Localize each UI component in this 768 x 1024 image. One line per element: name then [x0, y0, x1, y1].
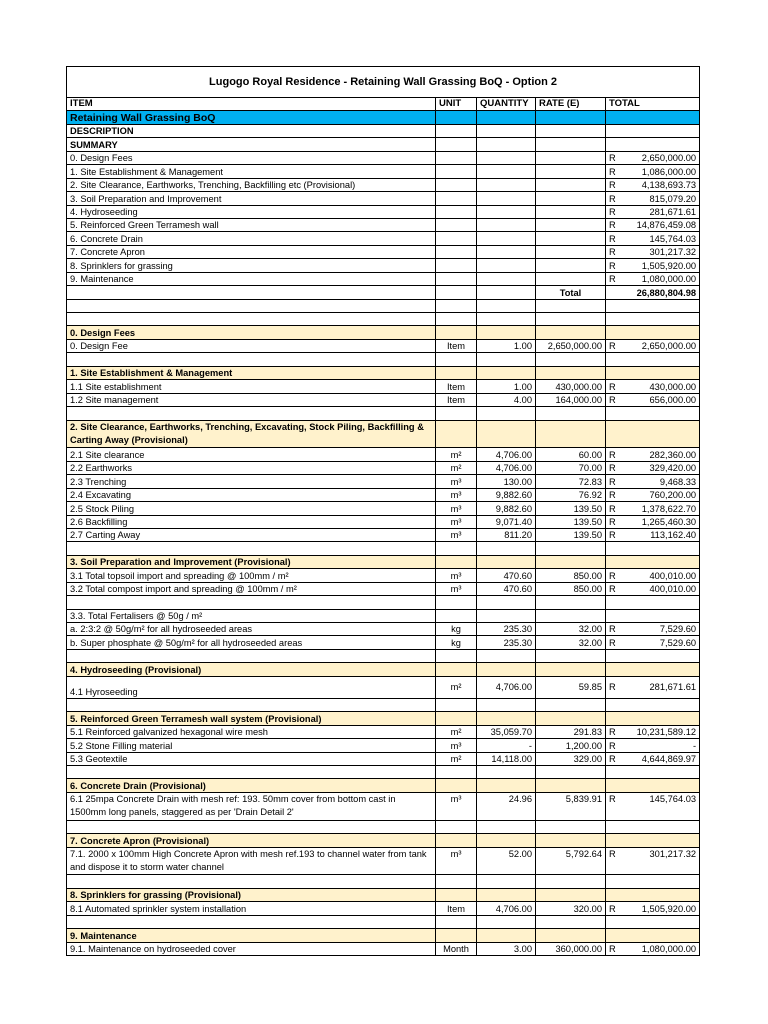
total-value: 400,010.00 — [649, 570, 697, 581]
section-title: 6. Concrete Drain (Provisional) — [67, 779, 436, 792]
line-item-quantity: 130.00 — [477, 475, 536, 488]
line-item-quantity: 9,882.60 — [477, 488, 536, 501]
line-item-rate: 139.50 — [536, 515, 606, 528]
total-cell — [606, 609, 700, 622]
summary-label: SUMMARY — [67, 138, 436, 151]
spacer-row — [67, 353, 700, 366]
line-item-row — [67, 739, 700, 752]
line-item-quantity: 14,118.00 — [477, 752, 536, 765]
total-cell — [606, 178, 700, 191]
line-item-quantity: 9,071.40 — [477, 515, 536, 528]
currency-symbol: R — [609, 381, 616, 392]
line-item-unit: m³ — [436, 739, 477, 752]
currency-symbol: R — [609, 274, 616, 285]
line-item-rate: 1,200.00 — [536, 739, 606, 752]
line-item-row — [67, 582, 700, 595]
line-item-unit: m² — [436, 725, 477, 738]
spacer-row — [67, 875, 700, 888]
line-item-unit — [436, 596, 477, 609]
total-value: 1,086,000.00 — [641, 166, 697, 177]
summary-line — [67, 259, 700, 272]
total-value: 301,217.32 — [649, 247, 697, 258]
line-item-quantity: 811.20 — [477, 528, 536, 541]
total-cell — [606, 232, 700, 245]
line-item-row — [67, 461, 700, 474]
total-cell — [606, 245, 700, 258]
line-item-unit: m³ — [436, 515, 477, 528]
currency-symbol: R — [609, 153, 616, 164]
summary-item: 7. Concrete Apron — [67, 245, 436, 258]
total-cell — [606, 461, 700, 474]
summary-item: 4. Hydroseeding — [67, 205, 436, 218]
line-item-rate: 59.85 — [536, 676, 606, 698]
spacer-row — [67, 313, 700, 326]
line-item-unit: Item — [436, 380, 477, 393]
total-value: 1,080,000.00 — [641, 943, 697, 954]
section-header-row — [67, 366, 700, 379]
line-item-description — [67, 596, 436, 609]
total-cell — [606, 725, 700, 738]
line-item-quantity: 4,706.00 — [477, 461, 536, 474]
currency-symbol: R — [609, 530, 616, 541]
total-cell — [606, 676, 700, 698]
total-value: 329,420.00 — [649, 463, 697, 474]
section-header-row — [67, 326, 700, 339]
total-value: 400,010.00 — [649, 584, 697, 595]
line-item-description: 6.1 25mpa Concrete Drain with mesh ref: 193. 50mm cover from bottom cast in 1500mm long panels, staggered as per 'Drain Detail 2' — [67, 792, 436, 820]
total-value: 430,000.00 — [649, 381, 697, 392]
summary-line — [67, 205, 700, 218]
line-item-description: 2.1 Site clearance — [67, 448, 436, 461]
total-cell — [606, 847, 700, 875]
line-item-quantity: 4,706.00 — [477, 676, 536, 698]
line-item-description: 4.1 Hyroseeding — [67, 676, 436, 698]
section-header-row — [67, 555, 700, 568]
line-item-row — [67, 488, 700, 501]
currency-symbol: R — [609, 206, 616, 217]
line-item-description: 1.1 Site establishment — [67, 380, 436, 393]
line-item-row — [67, 502, 700, 515]
line-item-rate: 329.00 — [536, 752, 606, 765]
total-cell — [606, 515, 700, 528]
boq-table — [66, 66, 700, 956]
line-item-unit: Month — [436, 942, 477, 955]
line-item-rate: 850.00 — [536, 569, 606, 582]
total-cell — [606, 623, 700, 636]
line-item-quantity: 4.00 — [477, 393, 536, 406]
line-item-unit: kg — [436, 636, 477, 649]
line-item-description: 3.2 Total compost import and spreading @ 100mm / m² — [67, 582, 436, 595]
summary-item: 1. Site Establishment & Management — [67, 165, 436, 178]
line-item-description: 5.2 Stone Filling material — [67, 739, 436, 752]
total-value: 281,671.61 — [649, 206, 697, 217]
line-item-unit: m³ — [436, 475, 477, 488]
line-item-description: 3.1 Total topsoil import and spreading @ 100mm / m² — [67, 569, 436, 582]
line-item-row — [67, 515, 700, 528]
line-item-row — [67, 339, 700, 352]
summary-item: 6. Concrete Drain — [67, 232, 436, 245]
line-item-description: 8.1 Automated sprinkler system installation — [67, 902, 436, 915]
total-value: 815,079.20 — [649, 193, 697, 204]
line-item-rate: 139.50 — [536, 528, 606, 541]
line-item-rate: 70.00 — [536, 461, 606, 474]
line-item-unit: m³ — [436, 569, 477, 582]
currency-symbol: R — [609, 341, 616, 352]
line-item-row — [67, 792, 700, 820]
line-item-description: 5.1 Reinforced galvanized hexagonal wire mesh — [67, 725, 436, 738]
currency-symbol: R — [609, 503, 616, 514]
section-title: 3. Soil Preparation and Improvement (Provisional) — [67, 555, 436, 568]
section-title: 2. Site Clearance, Earthworks, Trenching, Excavating, Stock Piling, Backfilling & Carting Away (Provisional) — [67, 420, 436, 448]
total-cell — [606, 902, 700, 915]
currency-symbol: R — [609, 570, 616, 581]
header-item: ITEM — [67, 98, 436, 111]
header-row — [67, 98, 700, 111]
line-item-row — [67, 448, 700, 461]
line-item-quantity: 470.60 — [477, 569, 536, 582]
currency-symbol: R — [609, 682, 616, 693]
spacer-row — [67, 765, 700, 778]
sheet-title: Lugogo Royal Residence - Retaining Wall Grassing BoQ - Option 2 — [67, 67, 700, 98]
line-item-rate: 2,650,000.00 — [536, 339, 606, 352]
section-title: 4. Hydroseeding (Provisional) — [67, 663, 436, 676]
line-item-quantity: 4,706.00 — [477, 902, 536, 915]
currency-symbol: R — [609, 943, 616, 954]
total-cell — [606, 339, 700, 352]
summary-item: 2. Site Clearance, Earthworks, Trenching, Backfilling etc (Provisional) — [67, 178, 436, 191]
spacer-row — [67, 698, 700, 711]
total-cell — [606, 582, 700, 595]
section-header-row — [67, 712, 700, 725]
grand-total: 26,880,804.98 — [606, 286, 700, 299]
line-item-unit: m³ — [436, 502, 477, 515]
total-value: 282,360.00 — [649, 449, 697, 460]
summary-row — [67, 138, 700, 151]
currency-symbol: R — [609, 753, 616, 764]
line-item-unit: m² — [436, 448, 477, 461]
line-item-quantity: 470.60 — [477, 582, 536, 595]
line-item-description: a. 2:3:2 @ 50g/m² for all hydroseeded areas — [67, 623, 436, 636]
total-cell — [606, 942, 700, 955]
currency-symbol: R — [609, 848, 616, 859]
summary-line — [67, 232, 700, 245]
currency-symbol: R — [609, 449, 616, 460]
line-item-description: 2.7 Carting Away — [67, 528, 436, 541]
line-item-unit: m³ — [436, 582, 477, 595]
line-item-unit: Item — [436, 339, 477, 352]
section-header-row — [67, 420, 700, 448]
line-item-quantity: 235.30 — [477, 623, 536, 636]
line-item-quantity: 235.30 — [477, 636, 536, 649]
total-cell — [606, 475, 700, 488]
total-value: 113,162.40 — [650, 530, 697, 541]
total-cell — [606, 192, 700, 205]
line-item-rate: 430,000.00 — [536, 380, 606, 393]
currency-symbol: R — [609, 220, 616, 231]
total-cell — [606, 393, 700, 406]
header-total: TOTAL — [606, 98, 700, 111]
line-item-description: 2.6 Backfilling — [67, 515, 436, 528]
summary-line — [67, 165, 700, 178]
total-cell — [606, 528, 700, 541]
line-item-unit: m³ — [436, 792, 477, 820]
total-value: 2,650,000.00 — [641, 153, 697, 164]
spacer-row — [67, 915, 700, 928]
summary-line — [67, 272, 700, 285]
section-title: 5. Reinforced Green Terramesh wall system (Provisional) — [67, 712, 436, 725]
total-cell — [606, 151, 700, 164]
summary-item: 9. Maintenance — [67, 272, 436, 285]
total-value: 281,671.61 — [649, 682, 697, 693]
total-cell — [606, 739, 700, 752]
line-item-unit: Item — [436, 902, 477, 915]
summary-line — [67, 245, 700, 258]
currency-symbol: R — [609, 490, 616, 501]
total-cell — [606, 792, 700, 820]
total-cell — [606, 752, 700, 765]
line-item-row — [67, 725, 700, 738]
currency-symbol: R — [609, 247, 616, 258]
header-unit: UNIT — [436, 98, 477, 111]
line-item-rate: 5,792.64 — [536, 847, 606, 875]
total-value: 301,217.32 — [649, 848, 697, 859]
line-item-rate: 164,000.00 — [536, 393, 606, 406]
total-value: 1,080,000.00 — [641, 274, 697, 285]
summary-line — [67, 192, 700, 205]
header-rate: RATE (E) — [536, 98, 606, 111]
line-item-rate: 5,839.91 — [536, 792, 606, 820]
boq-sheet — [66, 66, 699, 956]
currency-symbol: R — [609, 166, 616, 177]
line-item-description: 2.2 Earthworks — [67, 461, 436, 474]
line-item-description: 3.3. Total Fertalisers @ 50g / m² — [67, 609, 436, 622]
section-header-row — [67, 888, 700, 901]
currency-symbol: R — [609, 727, 616, 738]
line-item-unit: m³ — [436, 847, 477, 875]
section-header-row — [67, 779, 700, 792]
line-item-description: 1.2 Site management — [67, 393, 436, 406]
line-item-quantity: 35,059.70 — [477, 725, 536, 738]
total-value: 656,000.00 — [649, 395, 697, 406]
grand-total-row — [67, 286, 700, 299]
spacer-row — [67, 542, 700, 555]
summary-item: 5. Reinforced Green Terramesh wall — [67, 218, 436, 231]
line-item-rate: 60.00 — [536, 448, 606, 461]
line-item-unit: m² — [436, 752, 477, 765]
line-item-unit: m² — [436, 676, 477, 698]
total-value: 9,468.33 — [659, 476, 697, 487]
total-value: 1,265,460.30 — [641, 516, 697, 527]
spacer-row — [67, 649, 700, 662]
line-item-quantity: 3.00 — [477, 942, 536, 955]
section-title: 7. Concrete Apron (Provisional) — [67, 834, 436, 847]
section-header-row — [67, 834, 700, 847]
currency-symbol: R — [609, 180, 616, 191]
line-item-description: b. Super phosphate @ 50g/m² for all hydroseeded areas — [67, 636, 436, 649]
total-cell — [606, 165, 700, 178]
total-value: 7,529.60 — [659, 637, 697, 648]
line-item-quantity: 24.96 — [477, 792, 536, 820]
line-item-row — [67, 609, 700, 622]
total-cell — [606, 488, 700, 501]
total-value: 1,505,920.00 — [641, 903, 697, 914]
header-quantity: QUANTITY — [477, 98, 536, 111]
section-header-row — [67, 663, 700, 676]
line-item-row — [67, 569, 700, 582]
total-value: 7,529.60 — [659, 624, 697, 635]
total-value: 4,138,693.73 — [641, 180, 697, 191]
currency-symbol: R — [609, 395, 616, 406]
line-item-row — [67, 380, 700, 393]
total-value: 145,764.03 — [649, 793, 697, 804]
line-item-quantity: 4,706.00 — [477, 448, 536, 461]
summary-line — [67, 178, 700, 191]
total-value: - — [692, 740, 697, 751]
line-item-rate — [536, 609, 606, 622]
line-item-row — [67, 623, 700, 636]
summary-item: 0. Design Fees — [67, 151, 436, 164]
description-row — [67, 124, 700, 137]
line-item-rate: 291.83 — [536, 725, 606, 738]
line-item-description: 0. Design Fee — [67, 339, 436, 352]
total-cell — [606, 448, 700, 461]
currency-symbol: R — [609, 584, 616, 595]
line-item-quantity — [477, 609, 536, 622]
line-item-row — [67, 596, 700, 609]
total-cell — [606, 636, 700, 649]
total-value: 1,378,622.70 — [641, 503, 697, 514]
line-item-description: 9.1. Maintenance on hydroseeded cover — [67, 942, 436, 955]
currency-symbol: R — [609, 476, 616, 487]
section-title: 9. Maintenance — [67, 929, 436, 942]
line-item-row — [67, 847, 700, 875]
total-value: 145,764.03 — [649, 233, 697, 244]
currency-symbol: R — [609, 624, 616, 635]
total-value: 760,200.00 — [649, 490, 697, 501]
line-item-quantity — [477, 596, 536, 609]
total-cell — [606, 259, 700, 272]
line-item-rate: 139.50 — [536, 502, 606, 515]
line-item-rate: 72.83 — [536, 475, 606, 488]
summary-item: 8. Sprinklers for grassing — [67, 259, 436, 272]
currency-symbol: R — [609, 463, 616, 474]
currency-symbol: R — [609, 233, 616, 244]
line-item-rate — [536, 596, 606, 609]
line-item-quantity: - — [477, 739, 536, 752]
spacer-row — [67, 299, 700, 312]
currency-symbol: R — [609, 516, 616, 527]
total-cell — [606, 502, 700, 515]
line-item-row — [67, 393, 700, 406]
line-item-description: 7.1. 2000 x 100mm High Concrete Apron with mesh ref.193 to channel water from tank and dispose it to storm water channel — [67, 847, 436, 875]
total-cell — [606, 205, 700, 218]
line-item-row — [67, 475, 700, 488]
currency-symbol: R — [609, 903, 616, 914]
line-item-rate: 32.00 — [536, 636, 606, 649]
boq-banner-row — [67, 111, 700, 124]
spacer-row — [67, 820, 700, 833]
line-item-description: 5.3 Geotextile — [67, 752, 436, 765]
line-item-rate: 320.00 — [536, 902, 606, 915]
total-cell — [606, 569, 700, 582]
line-item-row — [67, 528, 700, 541]
boq-banner: Retaining Wall Grassing BoQ — [67, 111, 436, 124]
title-row — [67, 67, 700, 98]
total-value: 1,505,920.00 — [641, 260, 697, 271]
description-label: DESCRIPTION — [67, 124, 436, 137]
total-value: 14,876,459.08 — [636, 220, 697, 231]
total-cell — [606, 272, 700, 285]
line-item-quantity: 1.00 — [477, 339, 536, 352]
summary-line — [67, 151, 700, 164]
line-item-unit: m² — [436, 461, 477, 474]
line-item-row — [67, 752, 700, 765]
summary-item: 3. Soil Preparation and Improvement — [67, 192, 436, 205]
summary-line — [67, 218, 700, 231]
line-item-description: 2.4 Excavating — [67, 488, 436, 501]
section-header-row — [67, 929, 700, 942]
line-item-row — [67, 676, 700, 698]
line-item-quantity: 1.00 — [477, 380, 536, 393]
line-item-quantity: 9,882.60 — [477, 502, 536, 515]
currency-symbol: R — [609, 740, 616, 751]
line-item-rate: 32.00 — [536, 623, 606, 636]
line-item-quantity: 52.00 — [477, 847, 536, 875]
currency-symbol: R — [609, 193, 616, 204]
line-item-unit — [436, 609, 477, 622]
spacer-row — [67, 407, 700, 420]
total-cell — [606, 380, 700, 393]
line-item-description: 2.3 Trenching — [67, 475, 436, 488]
total-cell — [606, 218, 700, 231]
section-title: 1. Site Establishment & Management — [67, 366, 436, 379]
currency-symbol: R — [609, 260, 616, 271]
total-label: Total — [536, 286, 606, 299]
total-value: 10,231,589.12 — [636, 727, 697, 738]
section-title: 8. Sprinklers for grassing (Provisional) — [67, 888, 436, 901]
currency-symbol: R — [609, 793, 616, 804]
total-value: 4,644,869.97 — [641, 753, 697, 764]
currency-symbol: R — [609, 637, 616, 648]
line-item-description: 2.5 Stock Piling — [67, 502, 436, 515]
line-item-row — [67, 902, 700, 915]
section-title: 0. Design Fees — [67, 326, 436, 339]
line-item-rate: 360,000.00 — [536, 942, 606, 955]
line-item-row — [67, 636, 700, 649]
line-item-rate: 76.92 — [536, 488, 606, 501]
total-cell — [606, 596, 700, 609]
line-item-row — [67, 942, 700, 955]
line-item-unit: m³ — [436, 488, 477, 501]
line-item-unit: m³ — [436, 528, 477, 541]
line-item-unit: Item — [436, 393, 477, 406]
line-item-unit: kg — [436, 623, 477, 636]
total-value: 2,650,000.00 — [641, 341, 697, 352]
line-item-rate: 850.00 — [536, 582, 606, 595]
